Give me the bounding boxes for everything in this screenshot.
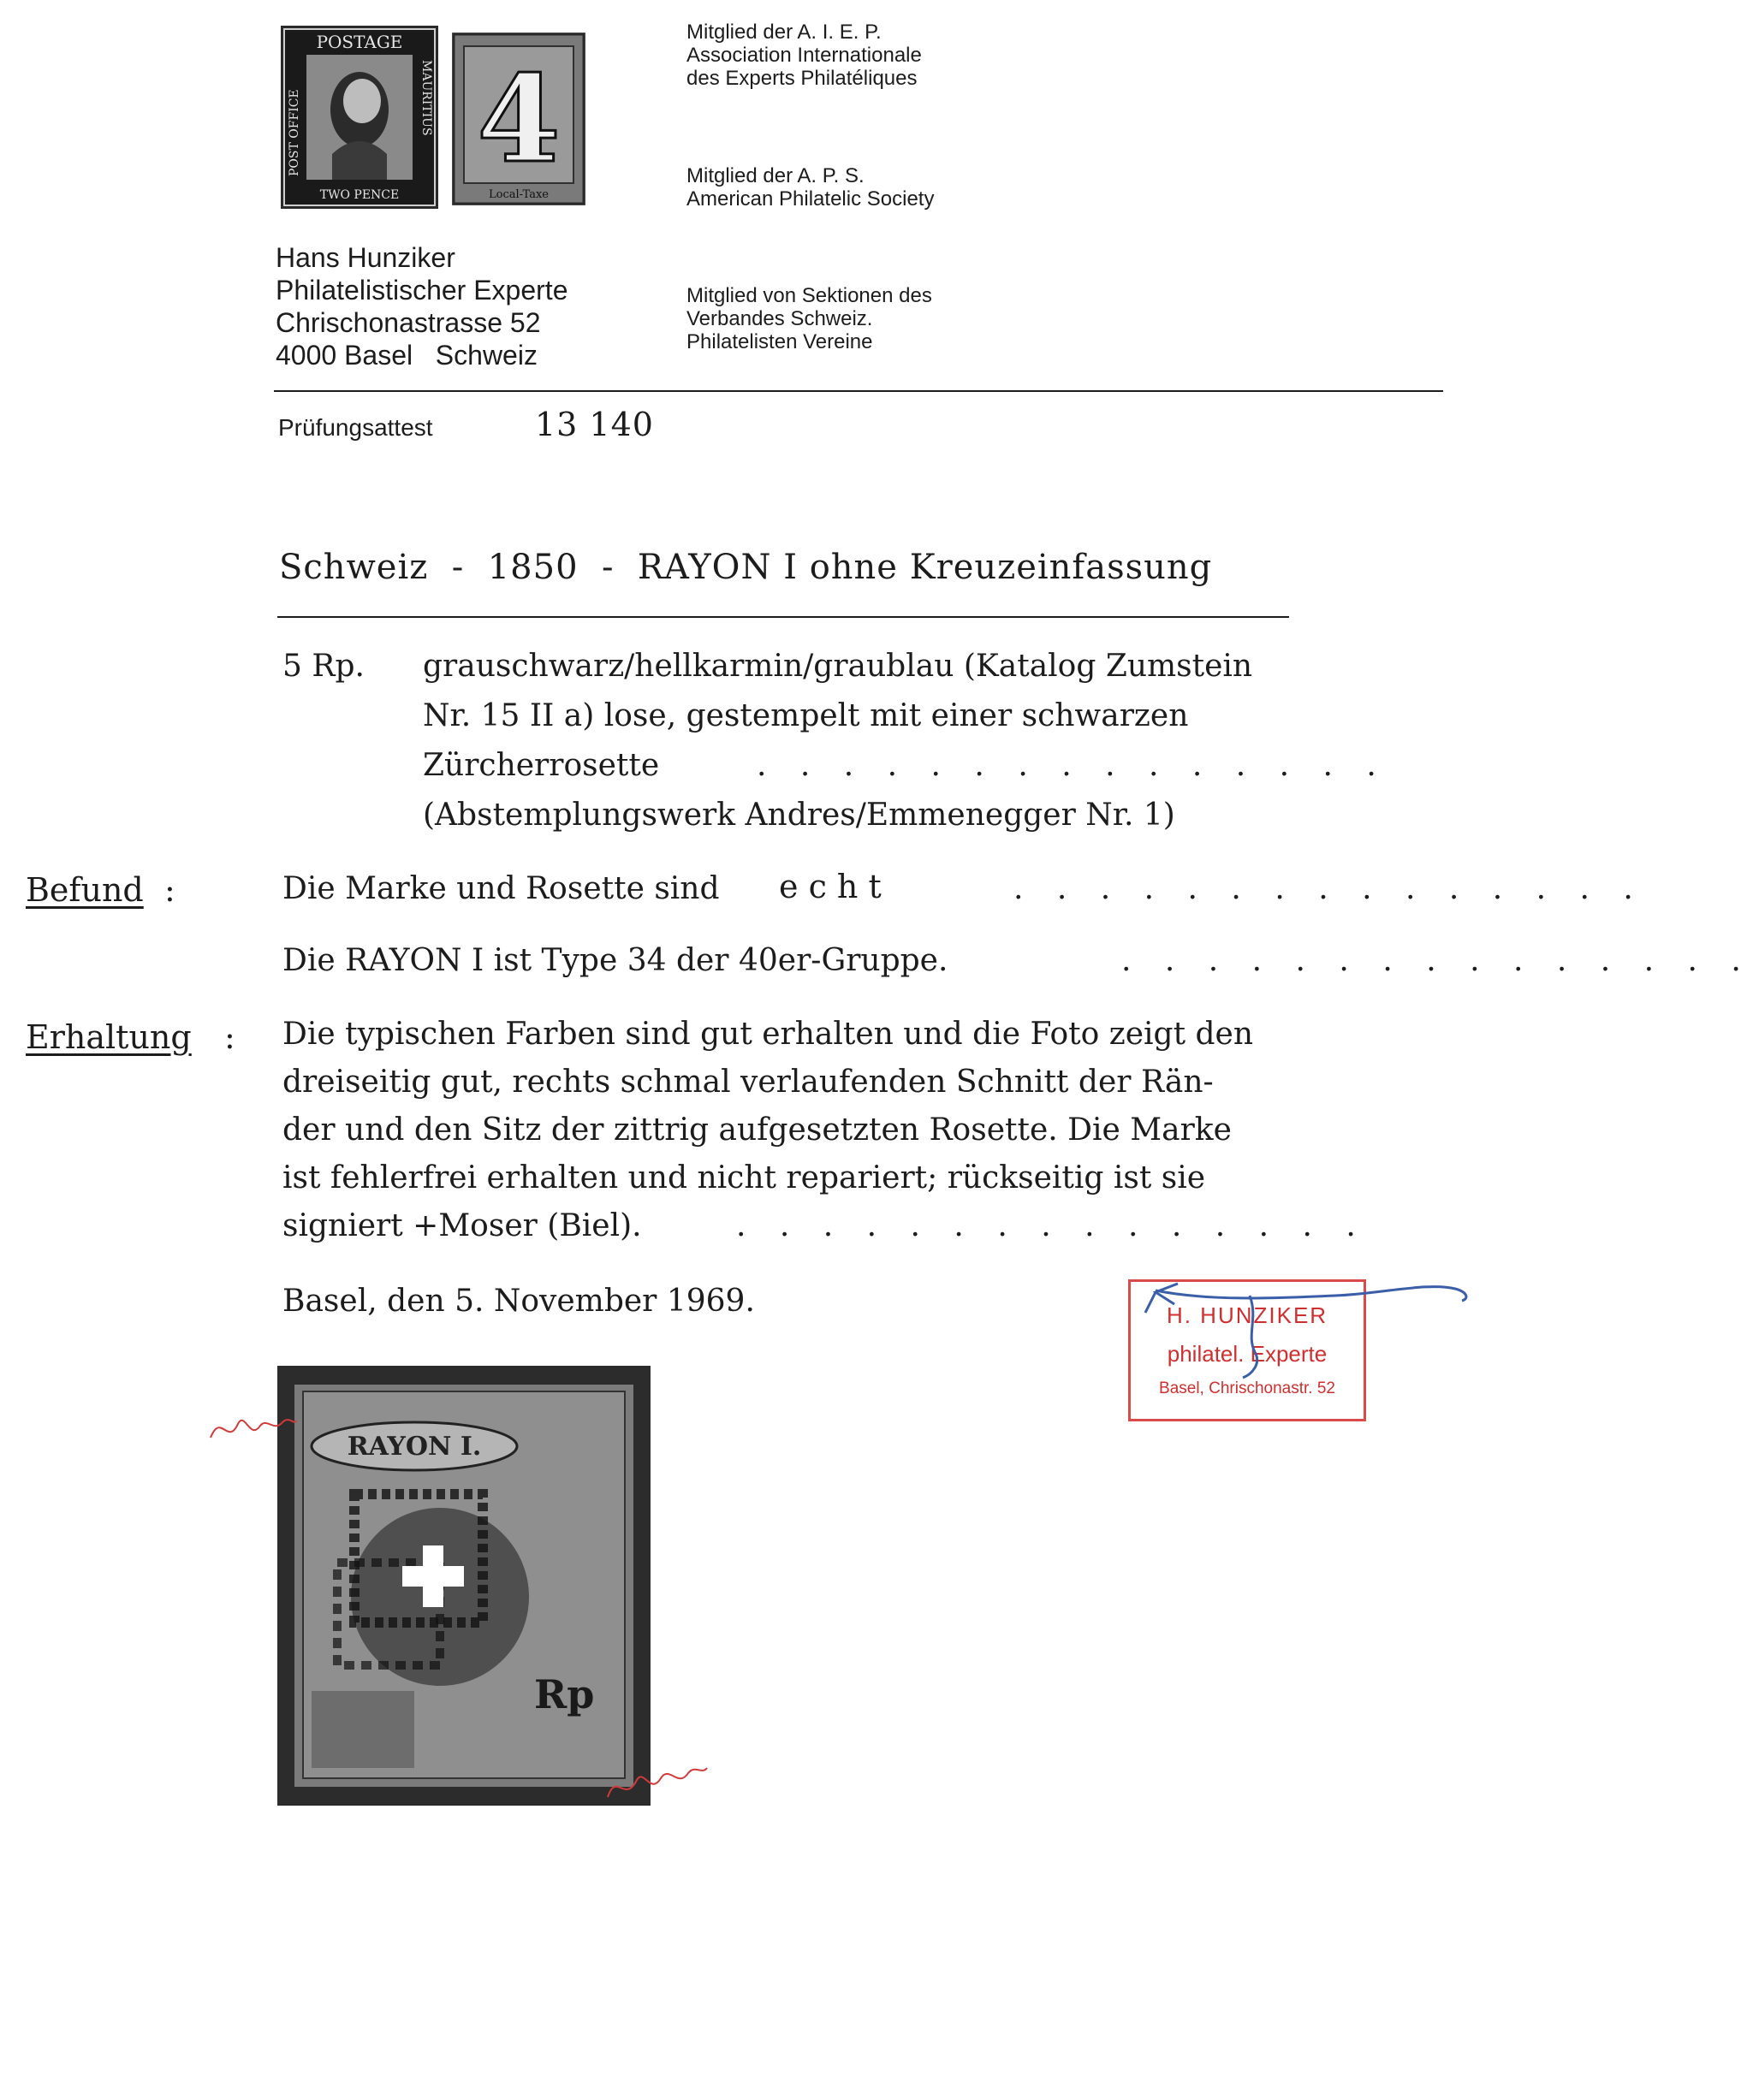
heading-rule	[277, 616, 1289, 618]
place-and-date: Basel, den 5. November 1969.	[282, 1284, 755, 1319]
leader-dots: . . . . . . . . . . . . . . .	[757, 748, 1388, 783]
pencil-annotation-right	[599, 1754, 710, 1814]
stamp-local-taxe-text: Local-Taxe	[488, 188, 550, 201]
membership-line: Philatelisten Vereine	[686, 330, 873, 353]
stamp-numeral: 4	[477, 50, 561, 190]
membership-line: Mitglied der A. I. E. P.	[686, 21, 882, 44]
denomination: 5 Rp.	[282, 649, 365, 684]
description-line-3: Zürcherrosette	[423, 748, 660, 783]
membership-line: Association Internationale	[686, 44, 922, 67]
expert-city: 4000 Basel Schweiz	[276, 340, 538, 371]
membership-aiep	[686, 21, 922, 90]
erhaltung-line-4: ist fehlerfrei erhalten und nicht repariert; rückseitig ist sie	[282, 1160, 1206, 1195]
description-line-1: grauschwarz/hellkarmin/graublau (Katalog Zumstein	[423, 649, 1253, 684]
pencil-annotation-left	[205, 1403, 300, 1455]
membership-aps	[686, 164, 934, 211]
expert-street: Chrischonastrasse 52	[276, 307, 541, 338]
stamp-bottom-text: TWO PENCE	[319, 188, 400, 202]
rubber-stamp-address: Basel, Chrischonastr. 52	[1159, 1379, 1335, 1397]
befund-line-1: Die Marke und Rosette sind	[282, 871, 720, 906]
stamp-right-text: MAURITIUS	[419, 60, 433, 136]
stamp-photo-label: RAYON I.	[347, 1432, 482, 1462]
befund-label-text: Befund	[26, 871, 144, 909]
leader-dots: . . . . . . . . . . . . . . .	[736, 1208, 1368, 1243]
erhaltung-label-text: Erhaltung	[26, 1018, 192, 1056]
membership-line: des Experts Philatéliques	[686, 67, 918, 90]
document-heading: Schweiz - 1850 - RAYON I ohne Kreuzeinfassung	[279, 548, 1213, 587]
mauritius-post-office-stamp-image	[281, 26, 438, 209]
local-taxe-stamp-image	[452, 33, 585, 205]
erhaltung-line-1: Die typischen Farben sind gut erhalten und die Foto zeigt den	[282, 1017, 1254, 1052]
certificate-label: Prüfungsattest	[278, 414, 433, 441]
stamp-top-text: POSTAGE	[316, 32, 403, 52]
erhaltung-label	[26, 1018, 192, 1056]
membership-line: Mitglied von Sektionen des	[686, 284, 932, 307]
membership-line: American Philatelic Society	[686, 187, 935, 211]
membership-line: Verbandes Schweiz.	[686, 307, 873, 330]
erhaltung-line-5: signiert +Moser (Biel).	[282, 1208, 642, 1243]
leader-dots: . . . . . . . . . . . . . . .	[1013, 871, 1645, 906]
stamp-photo-corner: Rp	[534, 1671, 595, 1717]
header-divider	[274, 390, 1443, 392]
description-line-4: (Abstemplungswerk Andres/Emmenegger Nr. 1)	[423, 798, 1175, 833]
rubber-stamp-name: H. HUNZIKER	[1166, 1302, 1328, 1328]
certificate-number: 13 140	[535, 406, 654, 443]
befund-label	[26, 871, 144, 909]
befund-line-2: Die RAYON I ist Type 34 der 40er-Gruppe.	[282, 943, 948, 978]
expert-signature	[1121, 1258, 1481, 1395]
stamp-left-text: POST OFFICE	[288, 89, 301, 176]
rayon-i-stamp-photo	[277, 1366, 651, 1806]
erhaltung-line-2: dreiseitig gut, rechts schmal verlaufenden Schnitt der Rän-	[282, 1065, 1214, 1100]
expert-name: Hans Hunziker	[276, 242, 455, 273]
erhaltung-line-3: der und den Sitz der zittrig aufgesetzten Rosette. Die Marke	[282, 1112, 1232, 1148]
rubber-stamp-title: philatel. Experte	[1167, 1341, 1328, 1367]
expert-title: Philatelistischer Experte	[276, 275, 568, 306]
description-line-2: Nr. 15 II a) lose, gestempelt mit einer schwarzen	[423, 698, 1189, 733]
erhaltung-colon: :	[224, 1018, 235, 1056]
expert-address-block	[276, 241, 567, 371]
leader-dots: . . . . . . . . . . . . . . .	[1121, 943, 1753, 978]
membership-line: Mitglied der A. P. S.	[686, 164, 865, 187]
membership-vsph	[686, 284, 932, 353]
befund-colon: :	[164, 871, 175, 909]
befund-echt: e c h t	[779, 868, 882, 905]
